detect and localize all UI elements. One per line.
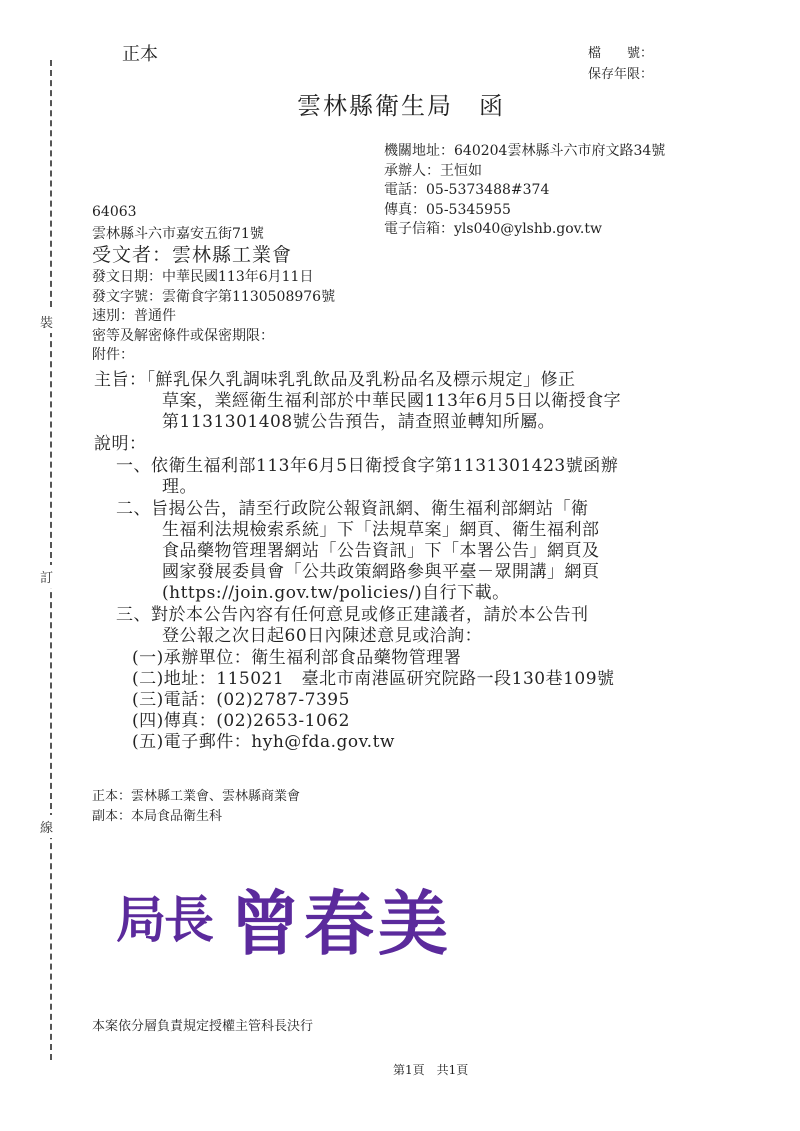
retention-label: 保存年限： — [588, 67, 654, 82]
sender-fax: 傳真：05-5345955 — [384, 202, 511, 218]
item2-line-3: 食品藥物管理署網站「公告資訊」下「本署公告」網頁及 — [162, 541, 600, 561]
page-number: 第1頁 共1頁 — [393, 1063, 469, 1077]
delivery-speed: 速別：普通件 — [92, 308, 176, 324]
binding-mark-ding: 訂 — [40, 565, 53, 588]
copy-type: 正本 — [122, 44, 158, 65]
attachment: 附件： — [92, 347, 134, 363]
item3-sub-3: (三)電話：(02)2787-7395 — [132, 690, 350, 710]
recipient-name: 受文者：雲林縣工業會 — [92, 244, 293, 266]
signature-title: 局長 — [116, 890, 212, 949]
sender-email: 電子信箱：yls040@ylshb.gov.tw — [384, 221, 602, 237]
item2-line-5: (https://join.gov.tw/policies/)自行下載。 — [162, 583, 510, 603]
item3-sub-2: (二)地址：115021 臺北市南港區研究院路一段130巷109號 — [132, 669, 615, 689]
recipient-zip: 64063 — [92, 204, 137, 220]
distribution-copy: 副本：本局食品衛生科 — [92, 809, 223, 824]
subject-line-2: 草案，業經衛生福利部於中華民國113年6月5日以衛授食字 — [162, 391, 622, 411]
sender-phone: 電話：05-5373488#374 — [384, 182, 550, 198]
binding-line — [50, 60, 52, 1060]
distribution-original: 正本：雲林縣工業會、雲林縣商業會 — [92, 789, 301, 804]
item2-line-4: 國家發展委員會「公共政策網路參與平臺－眾開講」網頁 — [162, 562, 600, 582]
sender-address: 機關地址：640204雲林縣斗六市府文路34號 — [384, 143, 666, 159]
item2-line-1: 二、旨揭公告，請至行政院公報資訊網、衛生福利部網站「衛 — [116, 499, 589, 519]
subject-line-3: 第1131301408號公告預告，請查照並轉知所屬。 — [162, 412, 556, 432]
sender-contact: 承辦人：王恒如 — [384, 163, 482, 179]
subject-line-1: 主旨：「鮮乳保久乳調味乳乳飲品及乳粉品名及標示規定」修正 — [94, 370, 576, 390]
item1-line-2: 理。 — [162, 477, 197, 497]
delegation-note: 本案依分層負責規定授權主管科長決行 — [92, 1019, 314, 1034]
binding-mark-zhuang: 裝 — [40, 310, 53, 333]
item3-sub-1: (一)承辦單位：衛生福利部食品藥物管理署 — [132, 648, 462, 668]
item3-sub-4: (四)傳真：(02)2653-1062 — [132, 711, 350, 731]
recipient-address: 雲林縣斗六市嘉安五街71號 — [92, 226, 264, 242]
issue-date: 發文日期：中華民國113年6月11日 — [92, 269, 314, 285]
document-title: 雲林縣衛生局 函 — [297, 92, 505, 120]
document-number: 發文字號：雲衛食字第1130508976號 — [92, 289, 336, 305]
item3-line-1: 三、對於本公告內容有任何意見或修正建議者，請於本公告刊 — [116, 605, 589, 625]
item1-line-1: 一、依衛生福利部113年6月5日衛授食字第1131301423號函辦 — [116, 456, 619, 476]
signature-name: 曾春美 — [230, 882, 452, 965]
explanation-heading: 說明： — [94, 434, 147, 454]
file-number-label: 檔 號： — [588, 46, 654, 61]
binding-mark-xian: 線 — [40, 815, 53, 838]
item3-sub-5: (五)電子郵件：hyh@fda.gov.tw — [132, 732, 395, 752]
item3-line-2: 登公報之次日起60日內陳述意見或洽詢： — [162, 626, 483, 646]
classification: 密等及解密條件或保密期限： — [92, 328, 274, 344]
item2-line-2: 生福利法規檢索系統」下「法規草案」網頁、衛生福利部 — [162, 520, 600, 540]
